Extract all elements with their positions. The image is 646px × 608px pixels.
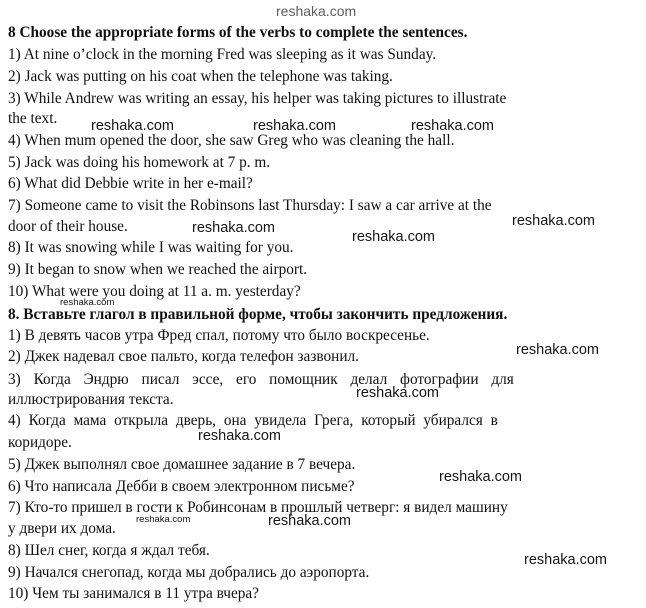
english-line-5: 5) Jack was doing his homework at 7 p. m. [8,154,271,171]
english-line-1: 1) At nine o’clock in the morning Fred was sleeping as it was Sunday. [8,46,437,63]
watermark: reshaka.com [268,513,352,529]
watermark: reshaka.com [356,385,440,401]
russian-line-2: 2) Джек надевал свое пальто, когда телефон зазвонил. [8,348,359,365]
russian-line-3b: иллюстрирования текста. [8,391,174,408]
english-line-7a: 7) Someone came to visit the Robinsons last Thursday: I saw a car arrive at the [8,197,492,214]
english-heading: 8 Choose the appropriate forms of the verbs to complete the sentences. [8,24,468,41]
russian-line-7b: у двери их дома. [8,520,116,537]
english-line-10: 10) What were you doing at 11 a. m. yesterday? [8,283,301,300]
russian-line-6: 6) Что написала Дебби в своем электронном письме? [8,478,355,495]
russian-line-1: 1) В девять часов утра Фред спал, потому что было воскресенье. [8,327,430,344]
watermark: reshaka.com [411,118,495,134]
watermark-top: reshaka.com [276,3,357,19]
russian-line-10: 10) Чем ты занимался в 11 утра вчера? [8,585,259,602]
watermark: reshaka.com [136,514,191,525]
english-line-8: 8) It was snowing while I was waiting for you. [8,239,294,256]
watermark: reshaka.com [91,118,175,134]
english-line-3b: the text. [8,110,58,127]
russian-line-4a: 4) Когда мама открыла дверь, она увидела Грега, который убирался в [8,412,498,429]
english-line-3a: 3) While Andrew was writing an essay, his helper was taking pictures to illustrate [8,90,507,107]
english-line-4: 4) When mum opened the door, she saw Greg who was cleaning the hall. [8,132,455,149]
russian-line-8: 8) Шел снег, когда я ждал тебя. [8,542,210,559]
english-line-7b: door of their house. [8,218,128,235]
watermark: reshaka.com [439,469,523,485]
russian-line-9: 9) Начался снегопад, когда мы добрались до аэропорта. [8,564,370,581]
watermark: reshaka.com [516,342,600,358]
watermark: reshaka.com [352,229,436,245]
document-page [8,0,640,608]
watermark: reshaka.com [192,220,276,236]
watermark: reshaka.com [60,297,115,308]
russian-line-4b: коридоре. [8,434,72,451]
watermark: reshaka.com [253,118,337,134]
watermark: reshaka.com [524,552,608,568]
russian-line-5: 5) Джек выполнял свое домашнее задание в 7 вечера. [8,456,356,473]
russian-line-3a: 3) Когда Эндрю писал эссе, его помощник делал фотографии для [8,371,514,388]
english-line-2: 2) Jack was putting on his coat when the telephone was taking. [8,68,393,85]
english-line-9: 9) It began to snow when we reached the airport. [8,261,308,278]
russian-line-7a: 7) Кто-то пришел в гости к Робинсонам в прошлый четверг: я видел машину [8,499,508,516]
watermark: reshaka.com [512,213,596,229]
english-line-6: 6) What did Debbie write in her e-mail? [8,175,253,192]
watermark: reshaka.com [198,428,282,444]
russian-heading: 8. Вставьте глагол в правильной форме, чтобы закончить предложения. [8,306,508,323]
